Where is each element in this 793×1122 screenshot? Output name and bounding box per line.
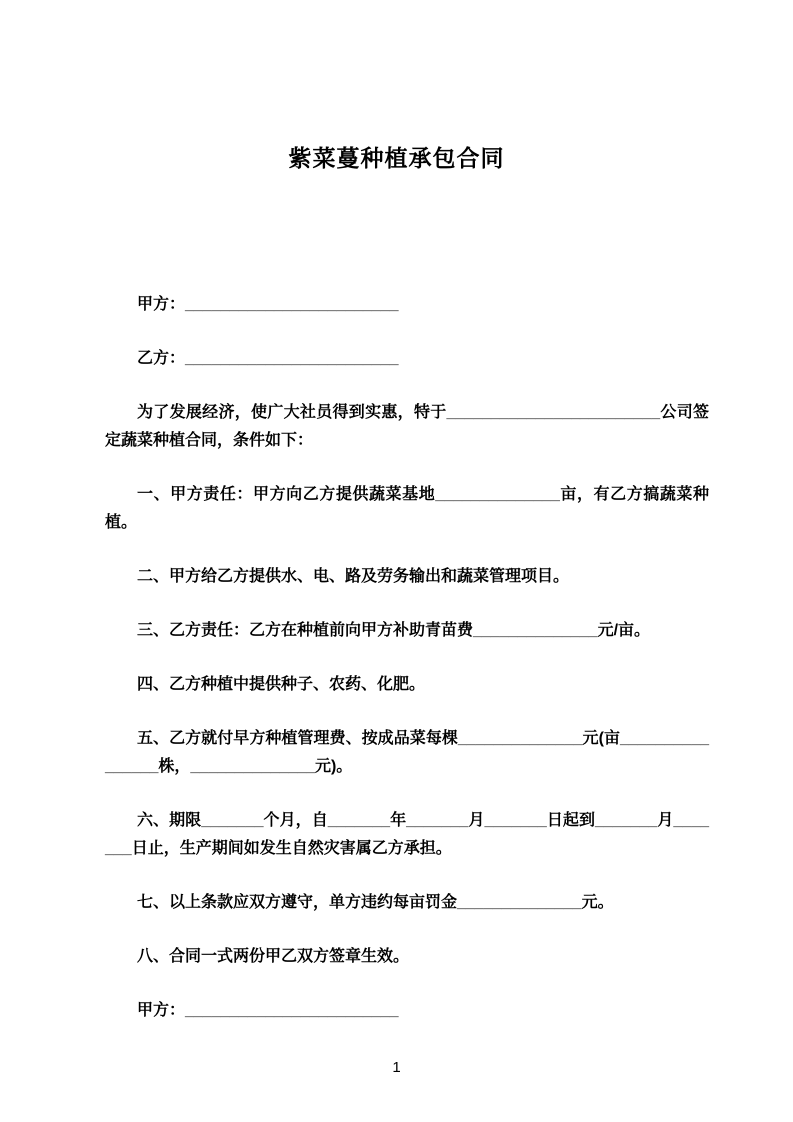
paragraph-clause-1: 一、甲方责任：甲方向乙方提供蔬菜基地______________亩，有乙方搞蔬菜种植。 bbox=[105, 486, 709, 531]
paragraph-clause-4: 四、乙方种植中提供种子、农药、化肥。 bbox=[137, 676, 426, 693]
paragraph-party-a: 甲方：________________________ bbox=[137, 296, 399, 313]
paragraph-signature-party-a: 甲方：________________________ bbox=[137, 1002, 399, 1019]
paragraph-clause-7: 七、以上条款应双方遵守，单方违约每亩罚金______________元。 bbox=[137, 894, 614, 911]
document-title: 紫菜蔓种植承包合同 bbox=[288, 145, 505, 171]
paragraph-party-b: 乙方：________________________ bbox=[137, 350, 399, 367]
paragraph-clause-2: 二、甲方给乙方提供水、电、路及劳务输出和蔬菜管理项目。 bbox=[137, 568, 570, 585]
paragraph-clause-6: 六、期限_______个月，自_______年_______月_______日起到_______月_______日止，生产期间如发生自然灾害属乙方承担。 bbox=[105, 812, 709, 857]
paragraph-clause-3: 三、乙方责任：乙方在种植前向甲方补助青苗费______________元/亩。 bbox=[137, 622, 651, 639]
paragraph-clause-8: 八、合同一式两份甲乙双方签章生效。 bbox=[137, 948, 410, 965]
document-body bbox=[105, 291, 709, 1025]
paragraph-clause-5: 五、乙方就付早方种植管理费、按成品菜每棵______________元(亩________________株，______________元)。 bbox=[105, 730, 709, 775]
paragraph-preamble: 为了发展经济，使广大社员得到实惠，特于________________________公司签定蔬菜种植合同，条件如下： bbox=[105, 404, 709, 449]
page-number: 1 bbox=[392, 1059, 401, 1076]
